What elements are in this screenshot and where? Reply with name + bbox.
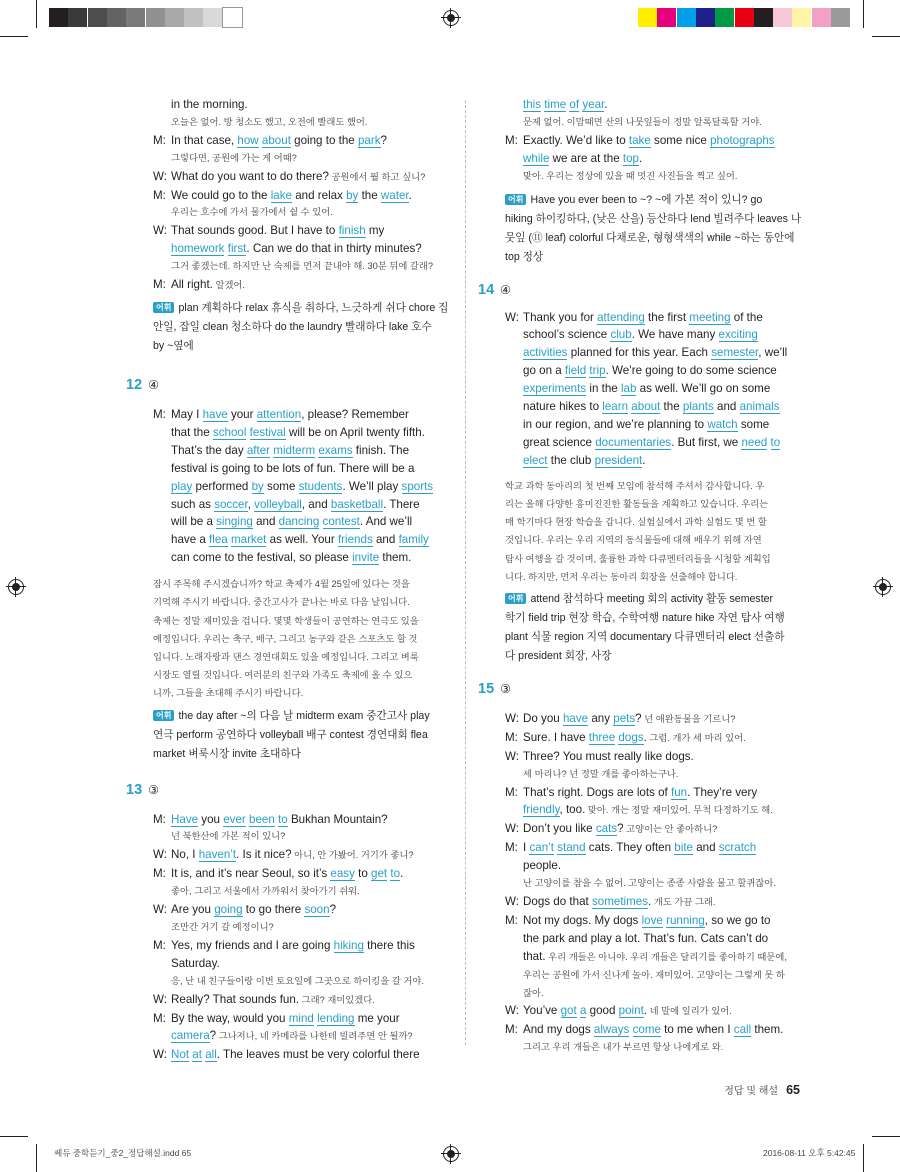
- dialogue-line: the park and play a lot. That’s fun. Cats can’t do: [523, 931, 769, 945]
- blank-answer: call: [733, 1023, 752, 1037]
- blank-answer: bite: [674, 841, 693, 855]
- blank-answer: to: [770, 435, 781, 449]
- blank-answer: going: [214, 903, 243, 917]
- blank-answer: Not: [171, 1048, 190, 1062]
- blank-answer: always: [593, 1023, 630, 1037]
- blank-answer: president: [594, 453, 643, 467]
- answer-choice: ③: [148, 782, 159, 797]
- blank-answer: attending: [597, 310, 645, 324]
- vocabulary-line: by ~옆에: [153, 339, 194, 352]
- speaker-label: W:: [505, 749, 519, 763]
- speaker-label: M:: [153, 812, 166, 826]
- blank-answer: point: [618, 1004, 644, 1018]
- blank-answer: water: [380, 188, 409, 202]
- crop-mark: [36, 0, 37, 28]
- dialogue-line: M: I can’t stand cats. They often bite and scratch: [505, 839, 805, 857]
- blank-answer: lending: [317, 1011, 355, 1025]
- dialogue-line: W: Are you going to go there soon?: [153, 901, 453, 919]
- blank-answer: basketball: [330, 497, 384, 511]
- blank-answer: documentaries: [595, 435, 672, 449]
- blank-answer: this: [523, 98, 542, 111]
- page-number: 65: [786, 1083, 800, 1097]
- blank-answer: by: [251, 479, 264, 493]
- question-header: [478, 680, 805, 704]
- korean-translation: 그리고 우리 개들은 내가 부르면 항상 나에게로 와.: [523, 1042, 724, 1053]
- vocabulary-tag: 어휘: [153, 302, 174, 313]
- dialogue-line: M: Sure. I have three dogs. 그럼. 개가 세 마리 있어.: [505, 729, 805, 748]
- blank-answer: love: [641, 913, 663, 927]
- korean-paragraph: [153, 575, 453, 702]
- vocabulary-box: [505, 590, 805, 666]
- korean-translation: 알겠어.: [212, 280, 245, 291]
- blank-answer: hiking: [333, 938, 364, 952]
- blank-answer: festival: [249, 425, 286, 439]
- blank-answer: about: [261, 133, 291, 147]
- dialogue-line: such as soccer, volleyball, and basketball. There: [171, 497, 420, 511]
- vocabulary-line: 다 president 회장, 사장: [505, 649, 612, 662]
- speaker-label: W:: [505, 310, 519, 324]
- blank-answer: running: [666, 913, 705, 927]
- blank-answer: field: [564, 364, 587, 378]
- registration-mark-icon: [443, 10, 459, 26]
- blank-answer: time: [544, 98, 567, 111]
- speaker-label: M:: [153, 867, 166, 881]
- spacer: [505, 470, 805, 477]
- blank-answer: lab: [620, 382, 637, 396]
- blank-answer: friends: [337, 533, 373, 547]
- blank-answer: midterm: [273, 443, 316, 457]
- spacer: [153, 356, 453, 376]
- dialogue-line: M: That’s right. Dogs are lots of fun. They’re very: [505, 784, 805, 802]
- registration-mark-icon: [875, 579, 891, 595]
- crop-mark: [0, 1136, 28, 1137]
- dialogue-line: W: Not at all. The leaves must be very colorful there: [153, 1046, 453, 1064]
- dialogue-line: W: Don’t you like cats? 고양이는 안 좋아하니?: [505, 820, 805, 839]
- blank-answer: volleyball: [254, 497, 302, 511]
- korean-translation: 잖아.: [523, 987, 544, 998]
- crop-mark: [872, 36, 900, 37]
- blank-answer: family: [398, 533, 429, 547]
- color-swatch: [184, 8, 203, 27]
- dialogue-line: Saturday.: [171, 956, 220, 970]
- blank-answer: flea: [209, 533, 228, 547]
- vocabulary-line: 어휘 plan 계획하다 relax 휴식을 취하다, 느긋하게 쉬다 chore 집: [153, 299, 453, 318]
- korean-translation: 오늘은 없어. 방 청소도 했고, 오전에 빨래도 했어.: [171, 116, 368, 127]
- dialogue-line: M: And my dogs always come to me when I call them.: [505, 1021, 805, 1039]
- dialogue-line: people.: [523, 859, 562, 873]
- slug-file: 쎄듀 중학듣기_중2_정답해설.indd 65: [54, 1148, 192, 1158]
- blank-answer: all: [205, 1048, 217, 1062]
- blank-answer: singing: [216, 515, 253, 529]
- korean-translation: 그럼. 개가 세 마리 있어.: [646, 732, 746, 743]
- crop-mark: [36, 1144, 37, 1172]
- vocabulary-line: 뭇잎 (⑪ leaf) colorful 다채로운, 형형색색의 while ~하는 동안에: [505, 231, 795, 244]
- blank-answer: invite: [352, 551, 380, 565]
- korean-paragraph-line: 기억해 주시기 바랍니다. 중간고사가 끝나는 바로 다음 날입니다.: [153, 597, 410, 608]
- color-swatch: [107, 8, 126, 27]
- blank-answer: a: [579, 1004, 587, 1018]
- vocabulary-line: 연극 perform 공연하다 volleyball 배구 contest 경연대회 flea: [153, 728, 428, 741]
- blank-answer: exciting: [718, 328, 758, 342]
- vocabulary-line: top 정상: [505, 250, 544, 263]
- dialogue-line: M: In that case, how about going to the park?: [153, 132, 453, 150]
- korean-translation: 우리는 호수에 가서 물가에서 쉴 수 있어.: [171, 207, 333, 218]
- blank-answer: get: [371, 867, 388, 881]
- color-swatch: [696, 8, 715, 27]
- blank-answer: stand: [557, 841, 586, 855]
- blank-answer: top: [622, 151, 640, 165]
- korean-translation: 문제 없어. 이맘때면 산의 나뭇잎들이 정말 알록달록할 거야.: [523, 116, 762, 127]
- vocabulary-line: 학기 field trip 현장 학습, 수학여행 nature hike 자연 탐사 여행: [505, 611, 785, 624]
- korean-translation: 응, 난 내 친구들이랑 이번 토요일에 그곳으로 하이킹을 갈 거야.: [171, 975, 424, 986]
- dialogue-line: W: What do you want to do there? 공원에서 뭘 하고 싶니?: [153, 168, 453, 187]
- blank-answer: meeting: [689, 310, 731, 324]
- blank-answer: have: [562, 711, 589, 725]
- dialogue-line: that the school festival will be on April twenty fifth.: [171, 425, 425, 439]
- column-divider: [465, 100, 466, 1045]
- korean-translation: 공원에서 뭘 하고 싶니?: [328, 171, 426, 182]
- dialogue-line: That’s the day after midterm exams finish. The: [171, 443, 410, 457]
- speaker-label: M:: [505, 1023, 518, 1037]
- blank-answer: soon: [304, 903, 330, 917]
- registration-mark-icon: [8, 579, 24, 595]
- blank-answer: activities: [523, 346, 568, 360]
- korean-paragraph-line: 탐사 여행을 갈 것이며, 훌륭한 과학 다큐멘터리들을 시청할 계획입: [505, 553, 771, 564]
- blank-answer: fun: [671, 785, 688, 799]
- dialogue-line: elect the club president.: [523, 453, 646, 467]
- blank-answer: scratch: [718, 841, 757, 855]
- blank-answer: homework: [171, 242, 225, 256]
- dialogue-line: can come to the festival, so please invite them.: [171, 551, 412, 565]
- color-swatch: [146, 8, 165, 27]
- dialogue-line: M: Exactly. We’d like to take some nice photographs: [505, 132, 805, 150]
- blank-answer: elect: [523, 453, 548, 467]
- dialogue-line: in our region, and we’re planning to watch some: [523, 417, 770, 431]
- dialogue-line: great science documentaries. But first, we need to: [523, 435, 781, 449]
- speaker-label: W:: [153, 848, 167, 862]
- speaker-label: M:: [505, 841, 518, 855]
- korean-paragraph-line: 학교 과학 동아리의 첫 번째 모임에 참석해 주셔서 감사합니다. 우: [505, 480, 765, 491]
- spacer: [153, 764, 453, 781]
- blank-answer: park: [357, 133, 381, 147]
- blank-answer: play: [171, 479, 193, 493]
- korean-translation: 그나저나, 네 카메라를 나한테 빌려주면 안 될까?: [216, 1031, 413, 1042]
- spacer: [505, 666, 805, 680]
- dialogue-line: M: We could go to the lake and relax by the water.: [153, 187, 453, 205]
- speaker-label: W:: [153, 169, 167, 183]
- vocabulary-line: 안일, 잡일 clean 청소하다 do the laundry 빨래하다 lake 호수: [153, 320, 432, 333]
- speaker-label: M:: [153, 278, 166, 292]
- speaker-label: W:: [505, 711, 519, 725]
- speaker-label: M:: [153, 1011, 166, 1025]
- vocabulary-box: [153, 299, 453, 356]
- korean-translation: 세 마리나? 넌 정말 개를 좋아하는구나.: [523, 768, 679, 779]
- dialogue-line: M: By the way, would you mind lending me your: [153, 1010, 453, 1028]
- vocabulary-tag: 어휘: [505, 593, 526, 604]
- dialogue-line: that. 우리 개들은 아니야. 우리 개들은 달리기를 좋아하기 때문에,: [523, 949, 787, 963]
- dialogue-line: W: Three? You must really like dogs.: [505, 748, 805, 766]
- blank-answer: attention: [256, 407, 302, 421]
- question-header: [126, 781, 453, 805]
- speaker-label: W:: [153, 903, 167, 917]
- blank-answer: lake: [270, 188, 292, 202]
- registration-mark-icon: [443, 1146, 459, 1162]
- blank-answer: plants: [682, 400, 714, 414]
- korean-translation: 그거 좋겠는데. 하지만 난 숙제를 먼저 끝내야 해. 30분 뒤에 갈래?: [171, 261, 434, 272]
- vocabulary-line: market 벼룩시장 invite 초대하다: [153, 747, 301, 760]
- color-swatch: [812, 8, 831, 27]
- blank-answer: sometimes: [591, 894, 649, 908]
- korean-translation: 그렇다면, 공원에 가는 게 어때?: [171, 152, 297, 163]
- korean-paragraph-line: 리는 올해 다양한 흥미진진한 활동들을 계획하고 있습니다. 우리는: [505, 498, 769, 509]
- color-swatch: [792, 8, 811, 27]
- speaker-label: M:: [153, 188, 166, 202]
- dialogue-line: festival is going to be lots of fun. There will be a: [171, 461, 415, 475]
- answer-choice: ④: [500, 282, 511, 297]
- korean-paragraph-line: 예정입니다. 우리는 축구, 배구, 그리고 농구와 같은 스포츠도 할 것: [153, 633, 418, 644]
- blank-answer: dancing: [278, 515, 320, 529]
- color-swatch: [831, 8, 850, 27]
- speaker-label: W:: [153, 992, 167, 1006]
- korean-paragraph-line: 것입니다. 우리는 우리 지역의 동식물들에 대해 배우기 위해 자연: [505, 535, 762, 546]
- blank-answer: easy: [330, 867, 355, 881]
- dialogue-line: activities planned for this year. Each semester, we’ll: [523, 346, 788, 360]
- blank-answer: friendly: [523, 803, 560, 817]
- color-swatch: [223, 8, 242, 27]
- speaker-label: W:: [153, 1048, 167, 1062]
- dialogue-line: M: Yes, my friends and I are going hiking there this: [153, 937, 453, 955]
- crop-mark: [872, 1136, 900, 1137]
- blank-answer: by: [346, 188, 359, 202]
- dialogue-line: play performed by some students. We’ll play sports: [171, 479, 434, 493]
- blank-answer: about: [631, 400, 661, 414]
- question-header: [126, 376, 453, 400]
- blank-answer: animals: [739, 400, 780, 414]
- blank-answer: learn: [602, 400, 629, 414]
- dialogue-line: go on a field trip. We’re going to do some science: [523, 364, 777, 378]
- dialogue-line: M: Have you ever been to Bukhan Mountain?: [153, 811, 453, 829]
- color-swatch: [68, 8, 87, 27]
- crop-mark: [863, 1144, 864, 1172]
- vocabulary-line: 어휘 Have you ever been to ~? ~에 가본 적이 있니? go: [505, 191, 805, 210]
- blank-answer: photographs: [710, 133, 775, 147]
- korean-translation: 맞아. 개는 정말 재미있어. 무척 다정하기도 해.: [585, 805, 773, 816]
- blank-answer: to: [278, 812, 288, 826]
- blank-answer: haven’t: [198, 848, 237, 862]
- slug-timestamp: 2016-08-11 오후 5:42:45: [763, 1148, 856, 1158]
- blank-answer: school: [212, 425, 247, 439]
- vocabulary-line: 어휘 attend 참석하다 meeting 회의 activity 활동 semester: [505, 590, 805, 609]
- question-number: 12: [126, 376, 143, 393]
- footer-section: 정답 및 해설: [724, 1086, 779, 1097]
- dialogue-line: school’s science club. We have many exciting: [523, 328, 758, 342]
- color-swatch: [88, 8, 107, 27]
- color-swatch: [735, 8, 754, 27]
- blank-answer: cats: [595, 822, 618, 836]
- answer-choice: ③: [500, 681, 511, 696]
- blank-answer: pets: [613, 711, 636, 725]
- blank-answer: Have: [171, 812, 199, 826]
- korean-translation: 그래? 재미있겠다.: [299, 994, 375, 1005]
- blank-answer: club: [610, 328, 632, 342]
- korean-translation: 개도 가끔 그래.: [651, 896, 716, 907]
- vocabulary-line: hiking 하이킹하다, (낮은 산을) 등산하다 lend 빌려주다 leaves 나: [505, 212, 802, 225]
- korean-translation: 넌 애완동물을 기르니?: [641, 713, 736, 724]
- korean-paragraph: [505, 477, 805, 586]
- blank-answer: market: [230, 533, 267, 547]
- korean-translation: 고양이는 안 좋아하니?: [623, 824, 718, 835]
- crop-mark: [0, 36, 28, 37]
- crop-mark: [863, 0, 864, 28]
- blank-answer: take: [628, 133, 651, 147]
- vocabulary-tag: 어휘: [153, 710, 174, 721]
- dialogue-line: have a flea market as well. Your friends and family: [171, 533, 429, 547]
- blank-answer: can’t: [529, 841, 554, 855]
- dialogue-line: W: Dogs do that sometimes. 개도 가끔 그래.: [505, 893, 805, 912]
- answer-choice: ④: [148, 377, 159, 392]
- korean-translation: 조만간 거기 갈 예정이니?: [171, 921, 274, 932]
- blank-answer: first: [227, 242, 247, 256]
- vocabulary-line: plant 식물 region 지역 documentary 다큐멘터리 elect 선출하: [505, 630, 785, 643]
- blank-answer: have: [202, 407, 228, 421]
- dialogue-line: W: No, I haven’t. Is it nice? 아니, 안 가봤어. 거기가 좋니?: [153, 846, 453, 865]
- blank-answer: mind: [288, 1011, 314, 1025]
- question-number: 13: [126, 781, 143, 798]
- korean-paragraph-line: 매 학기마다 현장 학습을 갑니다. 실험실에서 과학 실험도 몇 번 할: [505, 517, 767, 528]
- speaker-label: M:: [505, 133, 518, 147]
- blank-answer: three: [588, 730, 616, 744]
- color-swatch: [165, 8, 184, 27]
- spacer: [505, 267, 805, 281]
- blank-answer: experiments: [523, 382, 587, 396]
- blank-answer: finish: [338, 224, 366, 238]
- blank-answer: dogs: [618, 730, 644, 744]
- dialogue-line: experiments in the lab as well. We’ll go on some: [523, 382, 771, 396]
- dialogue-line: W: Thank you for attending the first meeting of the: [505, 309, 805, 327]
- blank-answer: how: [237, 133, 259, 147]
- speaker-label: M:: [153, 133, 166, 147]
- korean-translation: 네 말에 일리가 있어.: [647, 1006, 732, 1017]
- blank-answer: got: [560, 1004, 577, 1018]
- question-number: 14: [478, 281, 495, 298]
- color-swatch: [126, 8, 145, 27]
- korean-paragraph-line: 축제는 정말 재미있을 겁니다. 몇몇 학생들이 공연하는 연극도 있을: [153, 615, 419, 626]
- speaker-label: M:: [505, 913, 518, 927]
- blank-answer: students: [298, 479, 343, 493]
- blank-answer: to: [390, 867, 401, 881]
- korean-translation: 넌 북한산에 가본 적이 있니?: [171, 831, 286, 842]
- speaker-label: M:: [153, 407, 166, 421]
- blank-answer: sports: [401, 479, 434, 493]
- blank-answer: soccer: [214, 497, 248, 511]
- dialogue-line: in the morning.: [171, 98, 248, 111]
- speaker-label: M:: [505, 785, 518, 799]
- vocabulary-box: [505, 191, 805, 267]
- korean-translation: 아니, 안 가봤어. 거기가 좋니?: [291, 850, 414, 861]
- dialogue-line: will be a singing and dancing contest. And we’ll: [171, 515, 413, 529]
- dialogue-line: while we are at the top.: [523, 151, 643, 165]
- blank-answer: of: [569, 98, 580, 111]
- color-swatch: [773, 8, 792, 27]
- dialogue-line: M: May I have your attention, please? Remember: [153, 406, 453, 424]
- dialogue-line: M: All right. 알겠어.: [153, 276, 453, 295]
- blank-answer: while: [523, 151, 550, 165]
- blank-answer: need: [741, 435, 768, 449]
- blank-answer: at: [192, 1048, 202, 1062]
- color-swatch: [657, 8, 676, 27]
- dialogue-line: homework first. Can we do that in thirty minutes?: [171, 242, 422, 256]
- blank-answer: trip: [589, 364, 606, 378]
- blank-answer: semester: [711, 346, 759, 360]
- dialogue-line: W: You’ve got a good point. 네 말에 일리가 있어.: [505, 1002, 805, 1021]
- speaker-label: M:: [153, 938, 166, 952]
- question-number: 15: [478, 680, 495, 697]
- dialogue-line: W: Do you have any pets? 넌 애완동물을 기르니?: [505, 710, 805, 729]
- korean-translation: 좋아, 그리고 서울에서 가까워서 찾아가기 쉬워.: [171, 886, 360, 897]
- dialogue-line: W: Really? That sounds fun. 그래? 재미있겠다.: [153, 991, 453, 1010]
- korean-paragraph-line: 시장도 열릴 것입니다. 여러분의 친구와 가족도 축제에 올 수 있으: [153, 670, 413, 681]
- blank-answer: contest: [322, 515, 360, 529]
- korean-paragraph-line: 잠시 주목해 주시겠습니까? 학교 축제가 4월 25일에 있다는 것을: [153, 579, 410, 590]
- vocabulary-line: 어휘 the day after ~의 다음 날 midterm exam 중간고사 play: [153, 707, 453, 726]
- question-header: [478, 281, 805, 305]
- color-swatch: [715, 8, 734, 27]
- korean-translation: 난 고양이를 참을 수 없어. 고양이는 종종 사람을 물고 할퀴잖아.: [523, 878, 776, 889]
- color-swatch: [49, 8, 68, 27]
- dialogue-line: nature hikes to learn about the plants and animals: [523, 400, 780, 414]
- korean-translation: 우리는 공원에 가서 신나게 놀아. 재미있어. 고양이는 그렇게 못 하: [523, 969, 785, 980]
- speaker-label: W:: [505, 822, 519, 836]
- blank-answer: after: [246, 443, 271, 457]
- korean-paragraph-line: 입니다. 노래자랑과 댄스 경연대회도 있을 예정입니다. 그리고 벼룩: [153, 651, 419, 662]
- korean-paragraph-line: 니다. 하지만, 먼저 우리는 동아리 회장을 선출해야 합니다.: [505, 571, 738, 582]
- korean-translation: 맞아. 우리는 정상에 있을 때 멋진 사진들을 찍고 싶어.: [523, 170, 738, 181]
- speaker-label: W:: [153, 224, 167, 238]
- speaker-label: W:: [505, 894, 519, 908]
- dialogue-line: M: It is, and it’s near Seoul, so it’s easy to get to.: [153, 865, 453, 883]
- vocabulary-tag: 어휘: [505, 194, 526, 205]
- dialogue-line: this time of year.: [523, 98, 608, 111]
- vocabulary-box: [153, 707, 453, 764]
- blank-answer: exams: [318, 443, 353, 457]
- color-swatch: [754, 8, 773, 27]
- dialogue-line: W: That sounds good. But I have to finish my: [153, 222, 453, 240]
- page-footer: [724, 1082, 800, 1097]
- color-swatch: [638, 8, 657, 27]
- blank-answer: come: [632, 1023, 661, 1037]
- right-column: [478, 96, 805, 1057]
- color-swatch: [203, 8, 222, 27]
- blank-answer: year: [582, 98, 605, 111]
- spacer: [153, 567, 453, 575]
- dialogue-line: camera? 그나저나, 네 카메라를 나한테 빌려주면 안 될까?: [171, 1029, 413, 1043]
- blank-answer: watch: [707, 417, 738, 431]
- speaker-label: M:: [505, 730, 518, 744]
- left-column: [126, 96, 453, 1064]
- color-swatch: [677, 8, 696, 27]
- blank-answer: camera: [171, 1029, 210, 1043]
- dialogue-line: M: Not my dogs. My dogs love running, so we go to: [505, 912, 805, 930]
- korean-paragraph-line: 니까, 그들을 초대해 주시기 바랍니다.: [153, 688, 304, 699]
- speaker-label: W:: [505, 1004, 519, 1018]
- blank-answer: been: [249, 812, 275, 826]
- korean-translation: 우리 개들은 아니야. 우리 개들은 달리기를 좋아하기 때문에,: [545, 951, 787, 962]
- dialogue-line: friendly, too. 맞아. 개는 정말 재미있어. 무척 다정하기도 해.: [523, 803, 773, 817]
- blank-answer: ever: [223, 812, 246, 826]
